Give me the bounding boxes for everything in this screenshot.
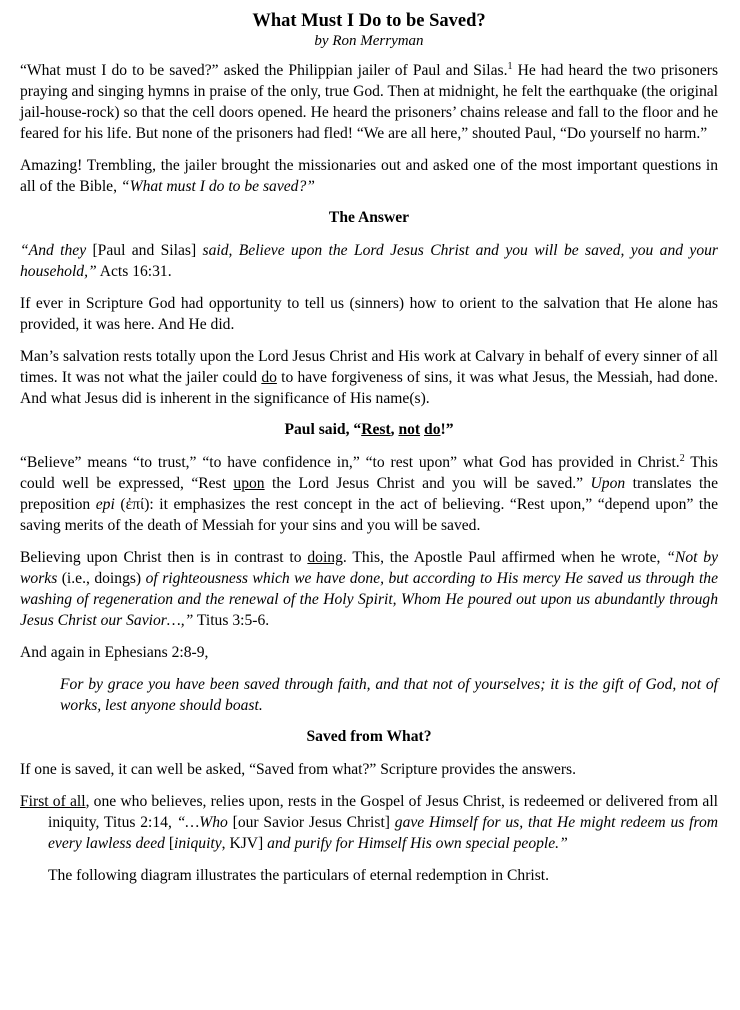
paragraph-jailer-question: “What must I do to be saved?” asked the Philippian jailer of Paul and Silas.$^1$ He had heard the two prisoners praying and singing hymns in praise of the only, true God. Then at midnight, he felt the earthquake (the original jail-house-rock) so that the cell doors opened. He heard the prisoners’ chains release and fall to the floor and he feared for his life. But none of the prisoners had fled! “We are all here,” shouted Paul, “Do yourself no harm.” bbox=[20, 61, 719, 142]
heading-the-answer: The Answer bbox=[328, 209, 410, 226]
heading-rest-not-do: Paul said, “Rest, not do!” bbox=[284, 421, 454, 438]
paragraph-amazing: Amazing! Trembling, the jailer brought the missionaries out and asked one of the most important questions in all of the Bible, “What must I do to be saved?” bbox=[20, 157, 718, 195]
paragraph-acts-quote: “And they [Paul and Silas] said, Believe upon the Lord Jesus Christ and you will be saved, you and your household,” Acts 16:31. bbox=[20, 242, 718, 280]
paragraph-mans-salvation: Man’s salvation rests totally upon the Lord Jesus Christ and His work at Calvary in behalf of every sinner of all times. It was not what the jailer could do to have forgiveness of sins, it was what Jesus, the Messiah, had done. And what Jesus did is inherent in the significance of His name(s). bbox=[20, 348, 718, 407]
paragraph-saved-from-what: If one is saved, it can well be asked, “Saved from what?” Scripture provides the answers. bbox=[20, 761, 576, 778]
paragraph-opportunity: If ever in Scripture God had opportunity to tell us (sinners) how to orient to the salvation that He alone has provided, it was here. And He did. bbox=[20, 295, 718, 333]
paragraph-believe-means: “Believe” means “to trust,” “to have confidence in,” “to rest upon” what God has provided in Christ.$^2$ This could well be expressed, “Rest upon the Lord Jesus Christ and you will be saved.” Upon translates the preposition epi (ἐπί): it emphasizes the rest concept in the act of believing. “Rest upon,” “depend upon” the saving merits of the death of Messiah for your sins and you will be saved. bbox=[20, 453, 718, 534]
document-title: What Must I Do to be Saved? bbox=[252, 11, 486, 31]
paragraph-believing-contrast: Believing upon Christ then is in contrast to doing. This, the Apostle Paul affirmed when he wrote, “Not by works (i.e., doings) of righteousness which we have done, but according to His mercy He saved us through the washing of regeneration and the renewal of the Holy Spirit, Whom He poured out upon us abundantly through Jesus Christ our Savior…,” Titus 3:5-6. bbox=[20, 549, 718, 629]
footnote-ref-2[interactable]: 2 bbox=[679, 453, 685, 464]
paragraph-first-of-all: First of all, one who believes, relies upon, rests in the Gospel of Jesus Christ, is redeemed or delivered from all iniquity, Titus 2:14, “…Who [our Savior Jesus Christ] gave Himself for us, that He might redeem us from every lawless deed [iniquity, KJV] and purify for Himself His own special people.” bbox=[20, 793, 718, 852]
paragraph-diagram-intro: The following diagram illustrates the particulars of eternal redemption in Christ. bbox=[48, 867, 550, 884]
ephesians-quote: For by grace you have been saved through faith, and that not of yourselves; it is the gift of God, not of works, lest anyone should boast. bbox=[60, 676, 718, 714]
author-byline: by Ron Merryman bbox=[314, 33, 424, 49]
heading-saved-from-what: Saved from What? bbox=[306, 728, 432, 745]
paragraph-ephesians-intro: And again in Ephesians 2:8-9, bbox=[20, 644, 209, 661]
footnote-ref-1[interactable]: 1 bbox=[507, 61, 513, 72]
